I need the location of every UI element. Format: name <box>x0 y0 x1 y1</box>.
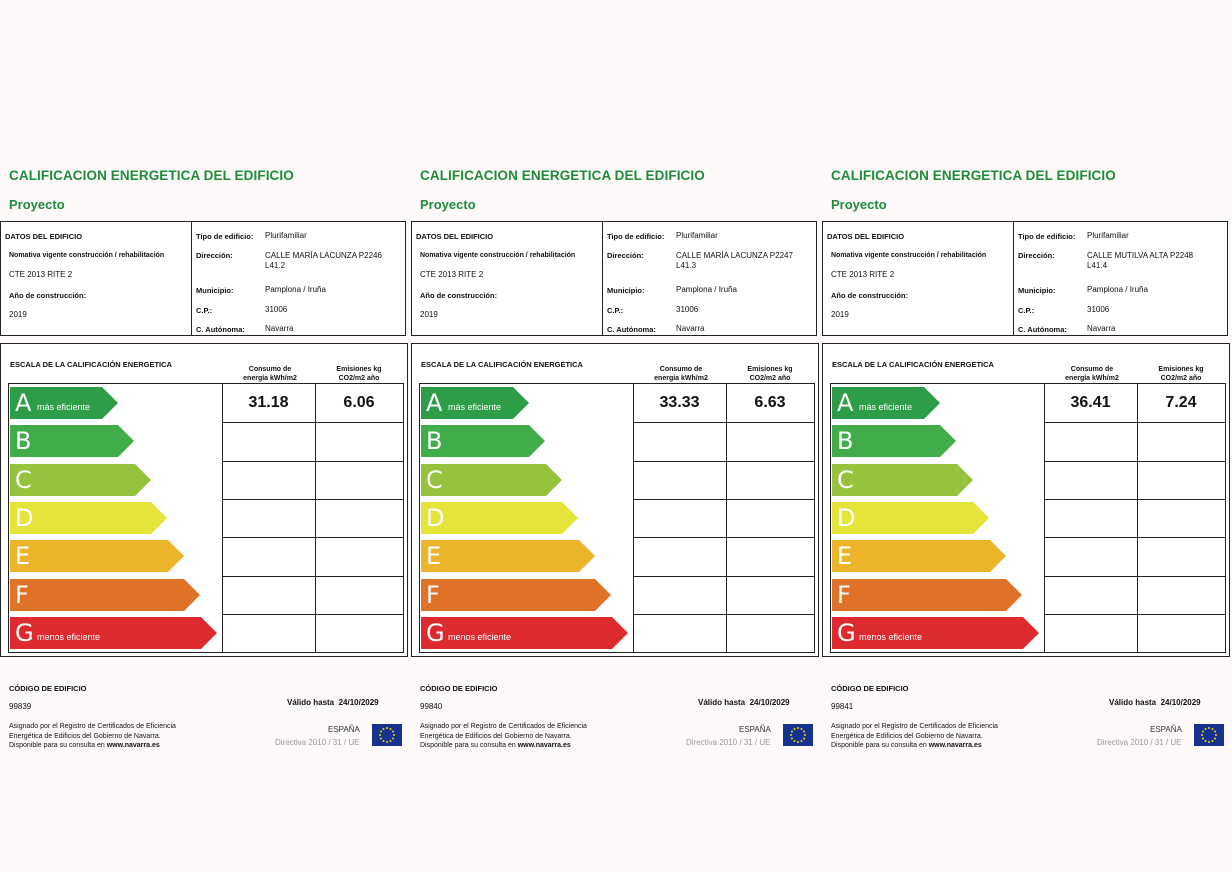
rating-letter: B <box>837 427 854 456</box>
autonoma-label: C. Autónoma: <box>1018 325 1067 334</box>
emisiones-header: Emisiones kg CO2/m2 año <box>1158 366 1204 382</box>
consumo-header: Consumo de energía kWh/m2 <box>1065 366 1119 382</box>
rating-letter: C <box>15 465 32 494</box>
cp-label: C.P.: <box>1018 306 1035 315</box>
rating-letter: A <box>426 389 443 417</box>
anio-value: 2019 <box>831 310 849 319</box>
rating-note: menos eficiente <box>37 631 101 642</box>
rating-letter: E <box>15 542 31 571</box>
normativa-label: Nomativa vigente construcción / rehabilitación <box>9 252 165 259</box>
rating-note: más eficiente <box>448 402 502 412</box>
registry-note: Asignado por el Registro de Certificados de Eficiencia Energética de Edificios del Gobierno de Navarra. Disponible para su consulta en www.navarra.es <box>420 723 587 749</box>
valid-until: Válido hasta 24/10/2029 <box>287 698 379 707</box>
direccion-line2: L41.2 <box>265 261 286 270</box>
certificate-subtitle: Proyecto <box>831 197 887 212</box>
anio-value: 2019 <box>420 310 438 319</box>
autonoma-label: C. Autónoma: <box>607 325 656 334</box>
tipo-value: Plurifamiliar <box>265 231 307 240</box>
codigo-label: CÓDIGO DE EDIFICIO <box>9 684 87 693</box>
rating-letter: A <box>15 389 32 417</box>
building-data-box <box>411 221 817 336</box>
rating-bar-g <box>832 617 1039 649</box>
rating-letter: D <box>837 503 856 532</box>
municipio-label: Municipio: <box>607 286 645 295</box>
emisiones-value: 6.63 <box>754 394 786 411</box>
rating-bar-g <box>10 617 217 649</box>
rating-note: menos eficiente <box>859 631 923 642</box>
tipo-value: Plurifamiliar <box>676 231 718 240</box>
normativa-value: CTE 2013 RITE 2 <box>420 270 484 279</box>
energy-certificate <box>411 0 819 872</box>
emisiones-value: 7.24 <box>1165 394 1197 411</box>
valid-until: Válido hasta 24/10/2029 <box>1109 698 1201 707</box>
registry-note: Asignado por el Registro de Certificados de Eficiencia Energética de Edificios del Gobierno de Navarra. Disponible para su consulta en www.navarra.es <box>9 723 176 749</box>
codigo-value: 99840 <box>420 702 443 711</box>
consumo-header: Consumo de energía kWh/m2 <box>243 366 297 382</box>
espana-label: ESPAÑA <box>328 725 360 734</box>
anio-label: Año de construcción: <box>831 291 909 300</box>
rating-scale-box <box>411 343 819 657</box>
cp-value: 31006 <box>265 305 288 314</box>
direccion-label: Dirección: <box>196 251 233 260</box>
navarra-link[interactable]: www.navarra.es <box>517 742 571 749</box>
rating-letter: F <box>15 580 29 609</box>
tipo-label: Tipo de edificio: <box>1018 232 1076 241</box>
datos-label: DATOS DEL EDIFICIO <box>5 232 83 241</box>
scale-title: ESCALA DE LA CALIFICACIÓN ENERGETICA <box>421 360 583 369</box>
anio-label: Año de construcción: <box>420 291 498 300</box>
certificate-subtitle: Proyecto <box>420 197 476 212</box>
rating-bar-d <box>832 502 989 534</box>
rating-scale-box <box>822 343 1230 657</box>
datos-label: DATOS DEL EDIFICIO <box>827 232 905 241</box>
rating-note: más eficiente <box>37 402 91 412</box>
tipo-label: Tipo de edificio: <box>196 232 254 241</box>
navarra-link[interactable]: www.navarra.es <box>106 742 160 749</box>
rating-letter: D <box>426 503 445 532</box>
cp-label: C.P.: <box>607 306 624 315</box>
rating-note: más eficiente <box>859 402 913 412</box>
direccion-line2: L41.4 <box>1087 261 1108 270</box>
municipio-label: Municipio: <box>1018 286 1056 295</box>
rating-letter: F <box>426 580 440 609</box>
municipio-value: Pamplona / Iruña <box>1087 285 1148 294</box>
espana-label: ESPAÑA <box>1150 725 1182 734</box>
codigo-value: 99841 <box>831 702 854 711</box>
scale-title: ESCALA DE LA CALIFICACIÓN ENERGETICA <box>10 360 172 369</box>
normativa-value: CTE 2013 RITE 2 <box>831 270 895 279</box>
eu-flag-icon <box>1194 724 1224 746</box>
valid-until: Válido hasta 24/10/2029 <box>698 698 790 707</box>
rating-bar-d <box>421 502 578 534</box>
autonoma-value: Navarra <box>1087 324 1116 333</box>
certificate-title: CALIFICACION ENERGETICA DEL EDIFICIO <box>831 168 1116 183</box>
rating-letter: G <box>837 618 856 647</box>
directive-label: Directiva 2010 / 31 / UE <box>686 738 771 747</box>
direccion-line1: CALLE MUTILVA ALTA P2248 <box>1087 251 1194 260</box>
rating-letter: A <box>837 389 854 417</box>
municipio-label: Municipio: <box>196 286 234 295</box>
direccion-line2: L41.3 <box>676 261 697 270</box>
normativa-label: Nomativa vigente construcción / rehabilitación <box>831 252 987 259</box>
rating-bar-f <box>10 579 200 611</box>
cp-label: C.P.: <box>196 306 213 315</box>
rating-bar-e <box>421 540 595 572</box>
autonoma-value: Navarra <box>265 324 294 333</box>
certificate-title: CALIFICACION ENERGETICA DEL EDIFICIO <box>9 168 294 183</box>
datos-label: DATOS DEL EDIFICIO <box>416 232 494 241</box>
consumo-value: 33.33 <box>659 394 700 411</box>
navarra-link[interactable]: www.navarra.es <box>928 742 982 749</box>
certificate-subtitle: Proyecto <box>9 197 65 212</box>
rating-letter: G <box>15 618 34 647</box>
rating-scale-box <box>0 343 408 657</box>
rating-letter: G <box>426 618 445 647</box>
eu-flag-icon <box>372 724 402 746</box>
directive-label: Directiva 2010 / 31 / UE <box>275 738 360 747</box>
normativa-label: Nomativa vigente construcción / rehabilitación <box>420 252 576 259</box>
rating-bar-g <box>421 617 628 649</box>
rating-letter: D <box>15 503 34 532</box>
rating-letter: F <box>837 580 851 609</box>
consumo-header: Consumo de energía kWh/m2 <box>654 366 708 382</box>
rating-bar-e <box>10 540 184 572</box>
rating-bar-f <box>421 579 611 611</box>
rating-bar-a <box>832 387 940 419</box>
scale-title: ESCALA DE LA CALIFICACIÓN ENERGETICA <box>832 360 994 369</box>
direccion-label: Dirección: <box>607 251 644 260</box>
rating-bar-d <box>10 502 167 534</box>
direccion-label: Dirección: <box>1018 251 1055 260</box>
tipo-value: Plurifamiliar <box>1087 231 1129 240</box>
rating-letter: B <box>15 427 32 456</box>
building-data-box <box>0 221 406 336</box>
normativa-value: CTE 2013 RITE 2 <box>9 270 73 279</box>
anio-label: Año de construcción: <box>9 291 87 300</box>
codigo-value: 99839 <box>9 702 32 711</box>
rating-bar-a <box>421 387 529 419</box>
emisiones-value: 6.06 <box>343 394 375 411</box>
autonoma-value: Navarra <box>676 324 705 333</box>
certificate-title: CALIFICACION ENERGETICA DEL EDIFICIO <box>420 168 705 183</box>
espana-label: ESPAÑA <box>739 725 771 734</box>
direccion-line1: CALLE MARÍA LACUNZA P2246 <box>265 251 382 260</box>
cp-value: 31006 <box>1087 305 1110 314</box>
energy-certificate <box>0 0 408 872</box>
rating-letter: B <box>426 427 443 456</box>
rating-letter: E <box>837 542 853 571</box>
rating-letter: C <box>426 465 443 494</box>
emisiones-header: Emisiones kg CO2/m2 año <box>747 366 793 382</box>
codigo-label: CÓDIGO DE EDIFICIO <box>831 684 909 693</box>
consumo-value: 36.41 <box>1070 394 1111 411</box>
rating-bar-b <box>10 425 134 457</box>
directive-label: Directiva 2010 / 31 / UE <box>1097 738 1182 747</box>
anio-value: 2019 <box>9 310 27 319</box>
rating-bar-c <box>421 464 562 496</box>
rating-bar-b <box>832 425 956 457</box>
energy-certificate <box>822 0 1230 872</box>
eu-flag-icon <box>783 724 813 746</box>
autonoma-label: C. Autónoma: <box>196 325 245 334</box>
rating-bar-c <box>832 464 973 496</box>
tipo-label: Tipo de edificio: <box>607 232 665 241</box>
rating-note: menos eficiente <box>448 631 512 642</box>
consumo-value: 31.18 <box>248 394 289 411</box>
rating-letter: E <box>426 542 442 571</box>
rating-bar-e <box>832 540 1006 572</box>
rating-bar-c <box>10 464 151 496</box>
rating-letter: C <box>837 465 854 494</box>
municipio-value: Pamplona / Iruña <box>676 285 737 294</box>
municipio-value: Pamplona / Iruña <box>265 285 326 294</box>
cp-value: 31006 <box>676 305 699 314</box>
rating-bar-f <box>832 579 1022 611</box>
codigo-label: CÓDIGO DE EDIFICIO <box>420 684 498 693</box>
emisiones-header: Emisiones kg CO2/m2 año <box>336 366 382 382</box>
registry-note: Asignado por el Registro de Certificados de Eficiencia Energética de Edificios del Gobierno de Navarra. Disponible para su consulta en www.navarra.es <box>831 723 998 749</box>
building-data-box <box>822 221 1228 336</box>
direccion-line1: CALLE MARÍA LACUNZA P2247 <box>676 251 793 260</box>
rating-bar-b <box>421 425 545 457</box>
rating-bar-a <box>10 387 118 419</box>
